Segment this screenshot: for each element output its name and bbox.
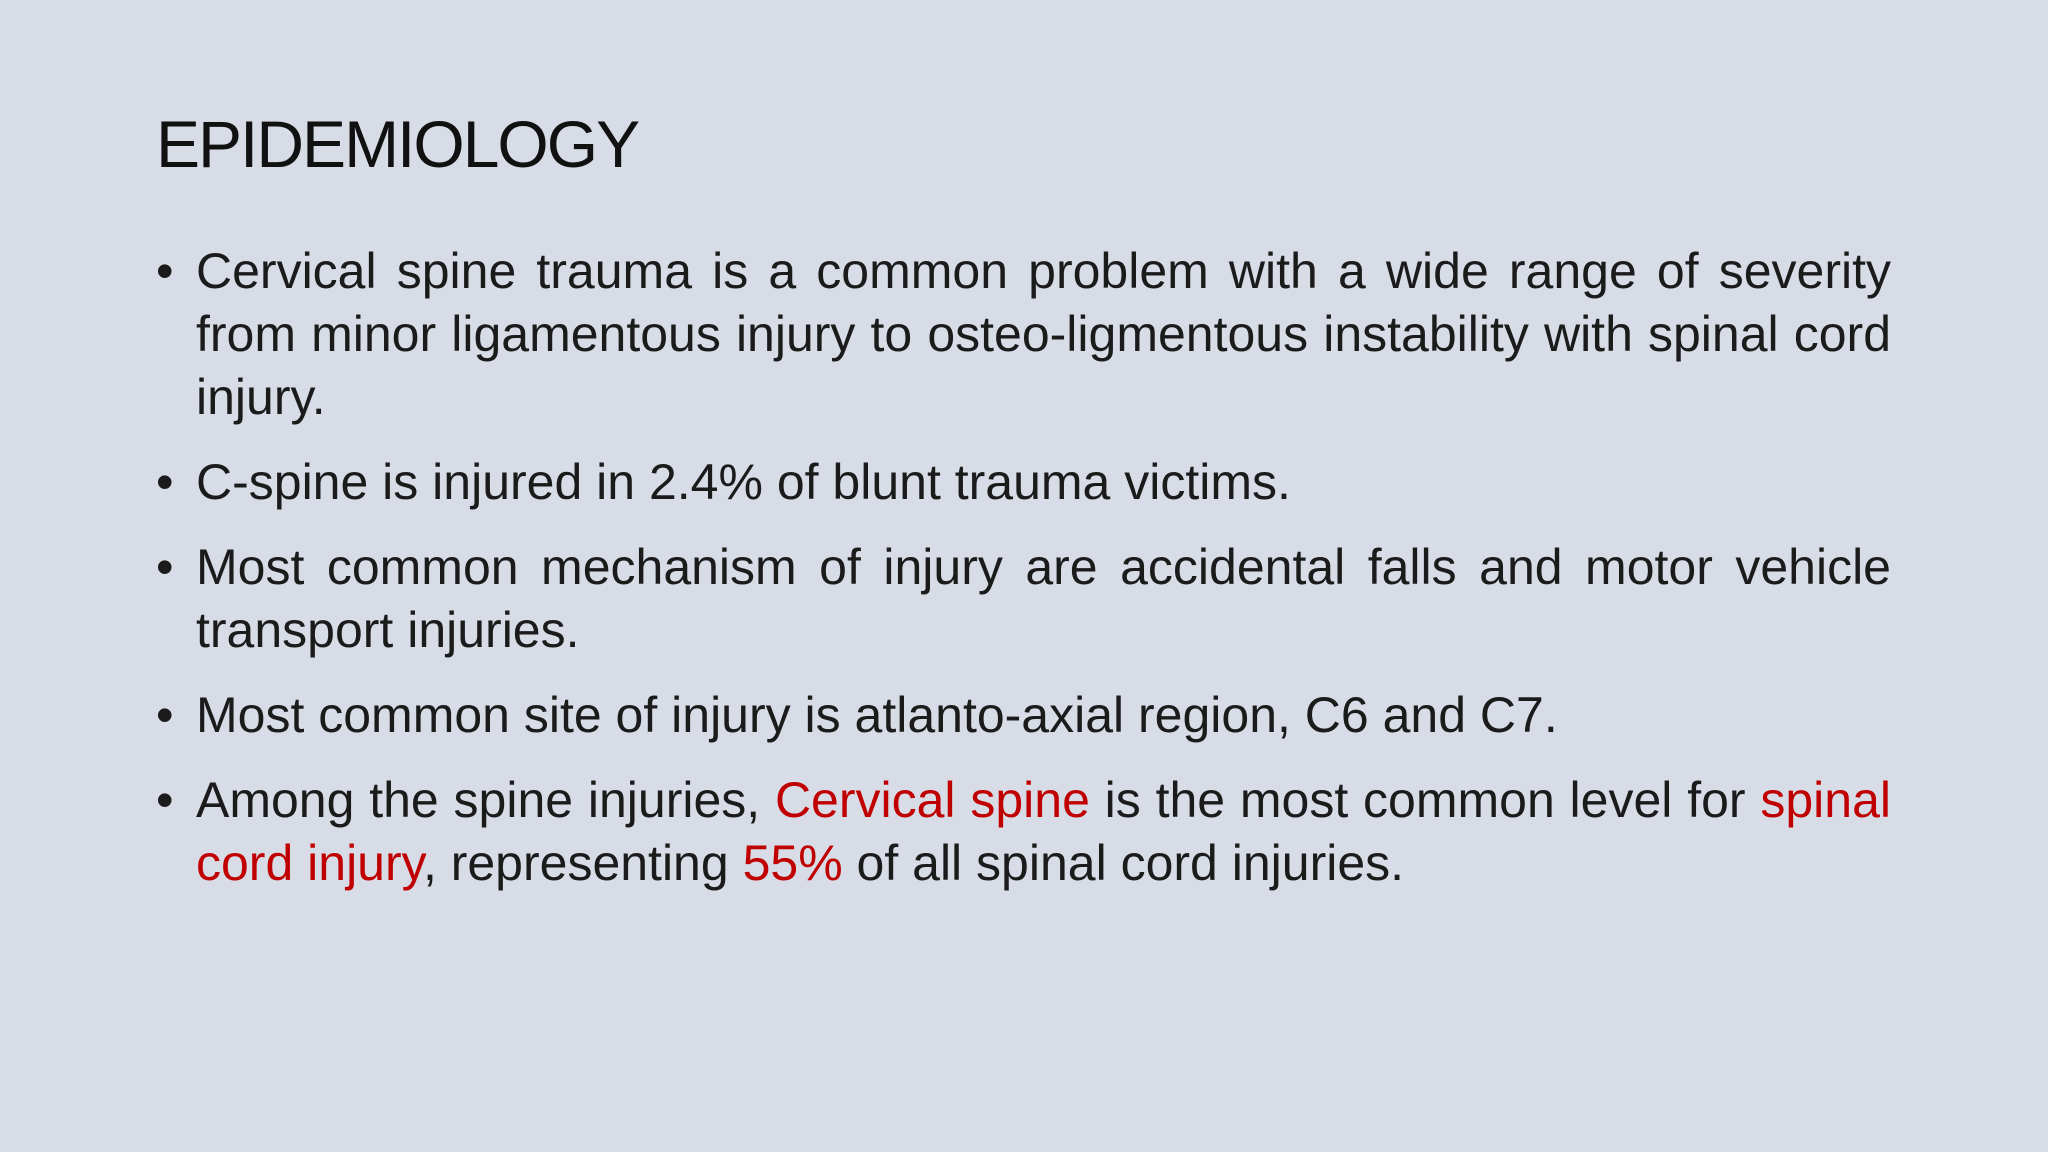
bullet-item-mechanism: • Most common mechanism of injury are accidental falls and motor vehicle transport injuries. — [156, 536, 1891, 662]
bullet-list — [156, 240, 1891, 917]
bullet-item-cervical-trauma: • Cervical spine trauma is a common problem with a wide range of severity from minor ligamentous injury to osteo-ligmentous instability with spinal cord injury. — [156, 240, 1891, 429]
highlight-spinal-cord-injury: spinal cord injury — [196, 772, 1891, 891]
bullet-item-spinal-cord-level — [156, 769, 1891, 895]
bullet-item-site: • Most common site of injury is atlanto-axial region, C6 and C7. — [156, 684, 1891, 747]
bullet-text-segment: of all spinal cord injuries. — [842, 835, 1405, 891]
highlight-percentage: 55% — [742, 835, 843, 891]
bullet-text-segment: is the most common level for — [1089, 772, 1761, 828]
bullet-text-segment: Among the spine injuries, — [196, 772, 775, 828]
bullet-item-c-spine-rate: • C-spine is injured in 2.4% of blunt trauma victims. — [156, 451, 1891, 514]
highlight-cervical-spine: Cervical spine — [774, 772, 1090, 828]
bullet-text-segment: , representing — [422, 835, 743, 891]
slide-title: EPIDEMIOLOGY — [156, 107, 639, 181]
